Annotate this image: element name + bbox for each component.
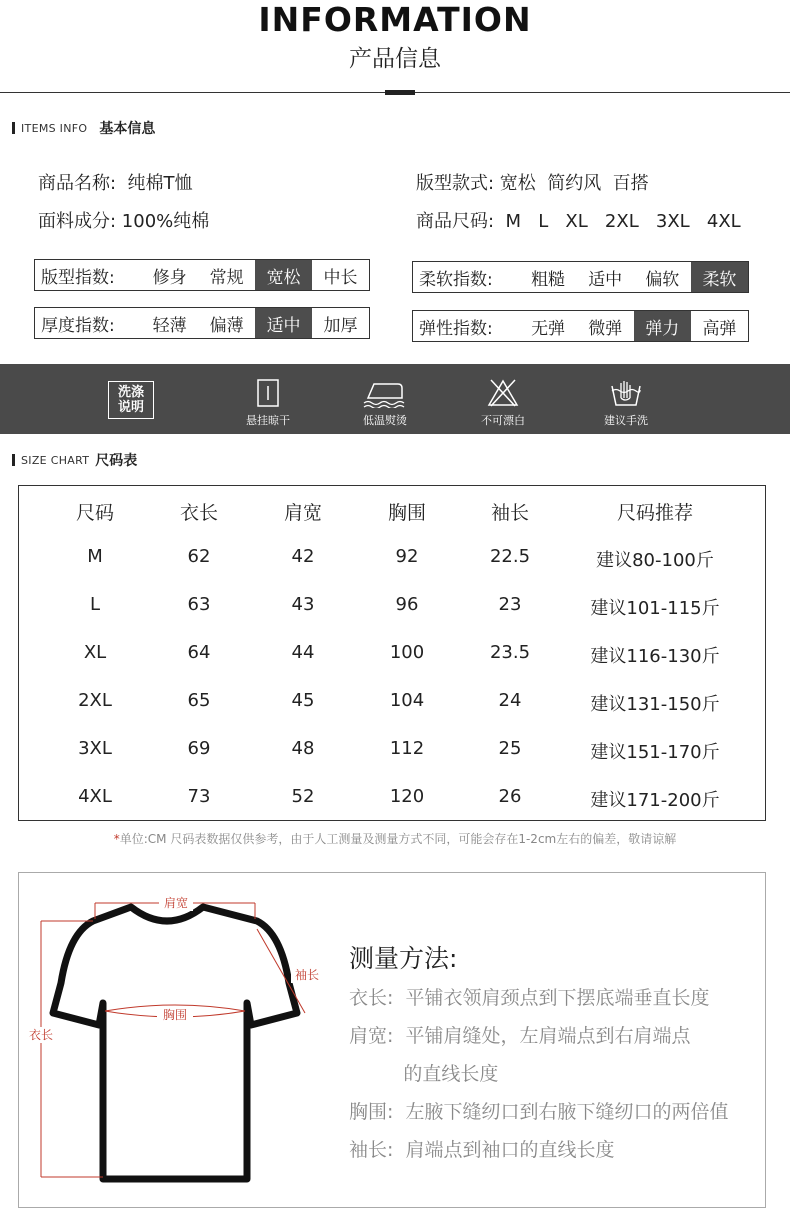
index-option: 偏软 (645, 269, 680, 290)
table-cell: 23.5 (489, 642, 531, 663)
section-title-cn: 尺码表 (95, 453, 138, 469)
table-cell: 100 (389, 642, 425, 663)
table-cell: 建议171-200斤 (590, 790, 720, 811)
measure-line-shoulder: 肩宽: 平铺肩缝处，左肩端点到右肩端点 (349, 1025, 691, 1047)
table-header-cell: 尺码 (75, 502, 114, 524)
table-cell: L (89, 594, 101, 615)
index-option-selected: 柔软 (691, 262, 748, 292)
table-cell: 4XL (78, 786, 112, 807)
table-cell: 25 (498, 738, 522, 759)
table-cell: 48 (291, 738, 315, 759)
table-cell: 64 (187, 642, 211, 663)
index-option: 加厚 (323, 315, 358, 336)
style-type: 版型款式: 宽松 简约风 百搭 (416, 173, 649, 194)
index-label: 厚度指数: (41, 315, 115, 336)
care-label: 不可漂白 (481, 414, 525, 427)
page-title-en: INFORMATION (258, 0, 532, 39)
table-cell: 44 (291, 642, 315, 663)
measurement-panel (18, 872, 766, 1208)
index-label: 版型指数: (41, 267, 115, 288)
product-name: 商品名称: 纯棉T恤 (38, 173, 193, 194)
table-header-cell: 衣长 (179, 502, 218, 524)
table-header-cell: 胸围 (387, 502, 426, 524)
section-marker (12, 454, 15, 466)
table-cell: XL (83, 642, 107, 663)
table-cell: 42 (291, 546, 315, 567)
softness-index (412, 261, 749, 293)
size-chart-table (18, 485, 766, 821)
tshirt-measurement-diagram (19, 873, 339, 1207)
table-cell: 22.5 (489, 546, 531, 567)
care-item-hand-wash (571, 364, 681, 434)
table-cell: 52 (291, 786, 315, 807)
table-cell: 45 (291, 690, 315, 711)
table-cell: 120 (389, 786, 425, 807)
table-cell: 92 (395, 546, 419, 567)
care-label: 低温熨烫 (363, 414, 407, 427)
index-option: 中长 (323, 267, 358, 288)
size-chart-note (0, 830, 790, 847)
care-item-hang-dry (213, 364, 323, 434)
sleeve-label: 袖长 (294, 968, 320, 982)
wash-badge-text: 洗涤 (117, 385, 144, 400)
hand-wash-icon (609, 378, 643, 408)
care-label: 建议手洗 (604, 414, 648, 427)
index-option: 高弹 (702, 318, 737, 339)
table-cell: M (87, 546, 103, 567)
table-cell: 建议151-170斤 (590, 742, 720, 763)
index-option: 无弹 (531, 318, 566, 339)
thickness-index (34, 307, 370, 339)
fabric-composition: 面料成分: 100%纯棉 (38, 211, 210, 232)
section-title-en: ITEMS INFO (21, 121, 88, 135)
table-header-cell: 尺码推荐 (616, 502, 693, 524)
measure-method-title: 测量方法: (349, 944, 458, 973)
hang-dry-icon (257, 378, 279, 408)
chest-label: 胸围 (162, 1008, 188, 1022)
table-cell: 96 (395, 594, 419, 615)
table-cell: 建议131-150斤 (590, 694, 720, 715)
index-option: 微弹 (588, 318, 623, 339)
care-instructions-bar (0, 364, 790, 434)
measure-line-chest: 胸围: 左腋下缝纫口到右腋下缝纫口的两倍值 (349, 1101, 729, 1123)
index-label: 柔软指数: (419, 269, 493, 290)
table-cell: 建议101-115斤 (590, 598, 720, 619)
measure-line-length: 衣长: 平铺衣领肩颈点到下摆底端垂直长度 (349, 987, 710, 1009)
wash-badge-text: 说明 (117, 400, 144, 415)
care-item-no-bleach (448, 364, 558, 434)
table-cell: 63 (187, 594, 211, 615)
table-cell: 24 (498, 690, 522, 711)
note-star: * (113, 832, 120, 846)
index-option: 轻薄 (152, 315, 187, 336)
low-iron-icon (362, 378, 408, 408)
index-option: 修身 (152, 267, 187, 288)
index-option: 适中 (588, 269, 623, 290)
elasticity-index (412, 310, 749, 342)
table-cell: 73 (187, 786, 211, 807)
table-header-cell: 袖长 (490, 502, 529, 524)
table-cell: 建议80-100斤 (596, 550, 714, 571)
table-header-cell: 肩宽 (283, 502, 322, 524)
section-title-en: SIZE CHART (21, 453, 90, 467)
measure-line-shoulder-cont: 的直线长度 (349, 1063, 499, 1085)
size-options: 商品尺码: M L XL 2XL 3XL 4XL (416, 211, 741, 232)
page-title-cn: 产品信息 (349, 46, 441, 72)
table-cell: 104 (389, 690, 425, 711)
table-cell: 112 (389, 738, 425, 759)
size-chart-heading (12, 452, 137, 468)
table-cell: 62 (187, 546, 211, 567)
note-text: 单位:CM 尺码表数据仅供参考，由于人工测量及测量方式不同，可能会存在1-2cm左右的偏差，敬请谅解 (119, 832, 677, 846)
table-cell: 69 (187, 738, 211, 759)
tshirt-outline (53, 907, 297, 1179)
table-cell: 23 (498, 594, 522, 615)
care-item-low-iron (330, 364, 440, 434)
care-label: 悬挂晾干 (246, 414, 290, 427)
no-bleach-icon (486, 378, 520, 408)
fit-index (34, 259, 370, 291)
index-label: 弹性指数: (419, 318, 493, 339)
table-cell: 26 (498, 786, 522, 807)
index-option: 偏薄 (209, 315, 244, 336)
section-marker (12, 122, 15, 134)
table-cell: 建议116-130斤 (590, 646, 720, 667)
length-label: 衣长 (28, 1028, 54, 1042)
header-divider-mark (385, 90, 415, 95)
index-option-selected: 宽松 (255, 260, 312, 290)
index-option-selected: 弹力 (634, 311, 691, 341)
section-title-cn: 基本信息 (99, 121, 156, 137)
shoulder-label: 肩宽 (163, 896, 189, 910)
index-option-selected: 适中 (255, 308, 312, 338)
table-cell: 3XL (78, 738, 112, 759)
index-option: 常规 (209, 267, 244, 288)
index-option: 粗糙 (531, 269, 566, 290)
items-info-heading (12, 120, 155, 136)
measure-line-sleeve: 袖长: 肩端点到袖口的直线长度 (349, 1139, 615, 1161)
wash-instructions-badge (108, 381, 154, 419)
table-cell: 2XL (78, 690, 112, 711)
table-cell: 65 (187, 690, 211, 711)
table-cell: 43 (291, 594, 315, 615)
